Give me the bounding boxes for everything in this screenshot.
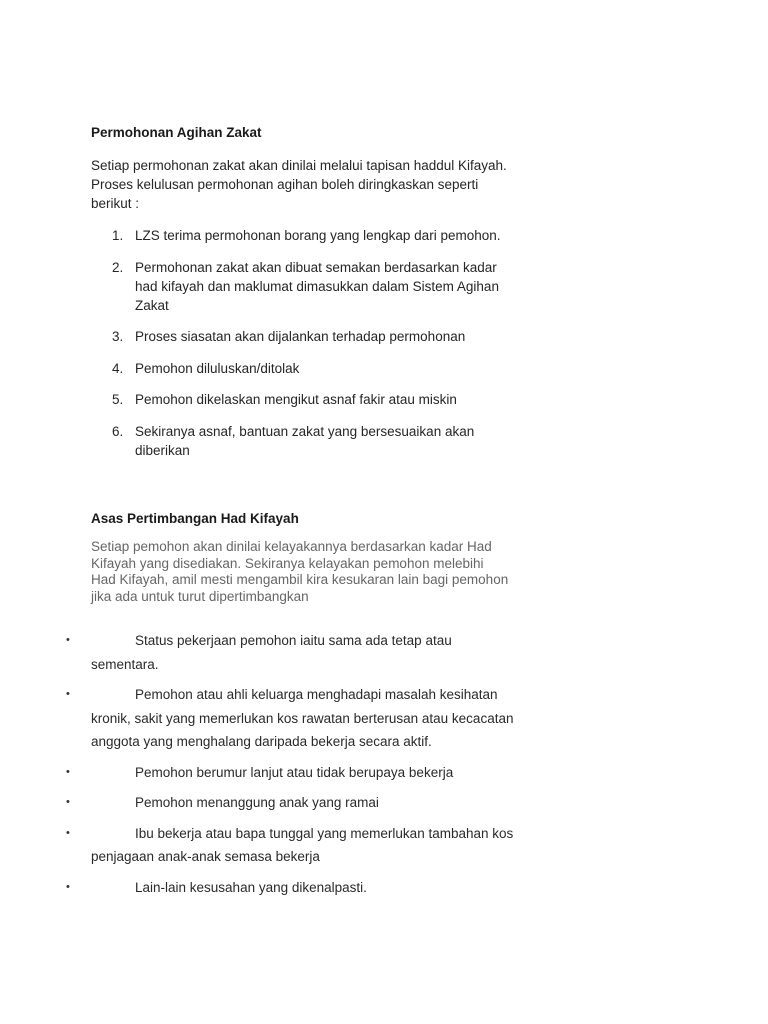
step-number: 3.	[112, 329, 124, 344]
step-number: 6.	[112, 423, 124, 439]
step-number: 5.	[112, 392, 124, 407]
step-text: Pemohon dikelaskan mengikut asnaf fakir atau miskin	[135, 392, 457, 407]
step-text: Pemohon diluluskan/ditolak	[135, 360, 300, 376]
list-item	[91, 359, 511, 378]
step-number: 2.	[112, 259, 124, 275]
factor-text: Pemohon berumur lanjut atau tidak berupaya bekerja	[135, 764, 454, 780]
list-item	[91, 390, 511, 409]
list-item	[91, 258, 511, 315]
list-item	[0, 629, 520, 676]
bullet-icon: •	[66, 688, 70, 700]
step-number: 4.	[112, 360, 124, 376]
bullet-icon: •	[66, 765, 70, 778]
bullet-icon: •	[66, 826, 70, 839]
bullet-icon: •	[66, 796, 70, 808]
section-intro-paragraph: Setiap permohonan zakat akan dinilai melalui tapisan haddul Kifayah. Proses kelulusan permohonan agihan boleh diringkaskan seperti berikut :	[91, 158, 507, 211]
list-item	[0, 761, 520, 785]
step-number: 1.	[112, 228, 124, 243]
bullet-icon: •	[66, 634, 70, 646]
section-title-had-kifayah: Asas Pertimbangan Had Kifayah	[91, 511, 299, 526]
step-text: Sekiranya asnaf, bantuan zakat yang bersesuaikan akan diberikan	[135, 423, 475, 458]
section-intro-paragraph: Setiap pemohon akan dinilai kelayakannya berdasarkan kadar Had Kifayah yang disediakan. Sekiranya kelayakan pemohon melebihi Had Kifayah, amil mesti mengambil kira kesukaran lain bagi pemohon jika ada untuk turut dipertimbangkan	[91, 539, 509, 604]
factor-text: Pemohon menanggung anak yang ramai	[135, 795, 379, 810]
step-text: Permohonan zakat akan dibuat semakan berdasarkan kadar had kifayah dan maklumat dimasukkan dalam Sistem Agihan Zakat	[135, 259, 499, 313]
list-item	[0, 791, 520, 815]
factor-text: Status pekerjaan pemohon iaitu sama ada tetap atau sementara.	[91, 633, 452, 672]
factor-text: Lain-lain kesusahan yang dikenalpasti.	[135, 879, 367, 895]
section-title-permohonan: Permohonan Agihan Zakat	[91, 125, 262, 140]
process-steps-list	[91, 226, 511, 472]
step-text: Proses siasatan akan dijalankan terhadap permohonan	[135, 329, 466, 344]
factor-text: Pemohon atau ahli keluarga menghadapi masalah kesihatan kronik, sakit yang memerlukan kos rawatan berterusan atau kecacatan anggota yang menghalang daripada bekerja secara aktif.	[91, 687, 514, 749]
consideration-factors-list	[0, 629, 520, 906]
list-item	[0, 876, 520, 900]
list-item	[0, 683, 520, 754]
list-item	[91, 327, 511, 346]
list-item	[91, 422, 511, 460]
list-item	[0, 822, 520, 869]
factor-text: Ibu bekerja atau bapa tunggal yang memerlukan tambahan kos penjagaan anak-anak semasa bekerja	[91, 825, 514, 864]
step-text: LZS terima permohonan borang yang lengkap dari pemohon.	[135, 228, 501, 243]
bullet-icon: •	[66, 880, 70, 893]
list-item	[91, 226, 511, 245]
